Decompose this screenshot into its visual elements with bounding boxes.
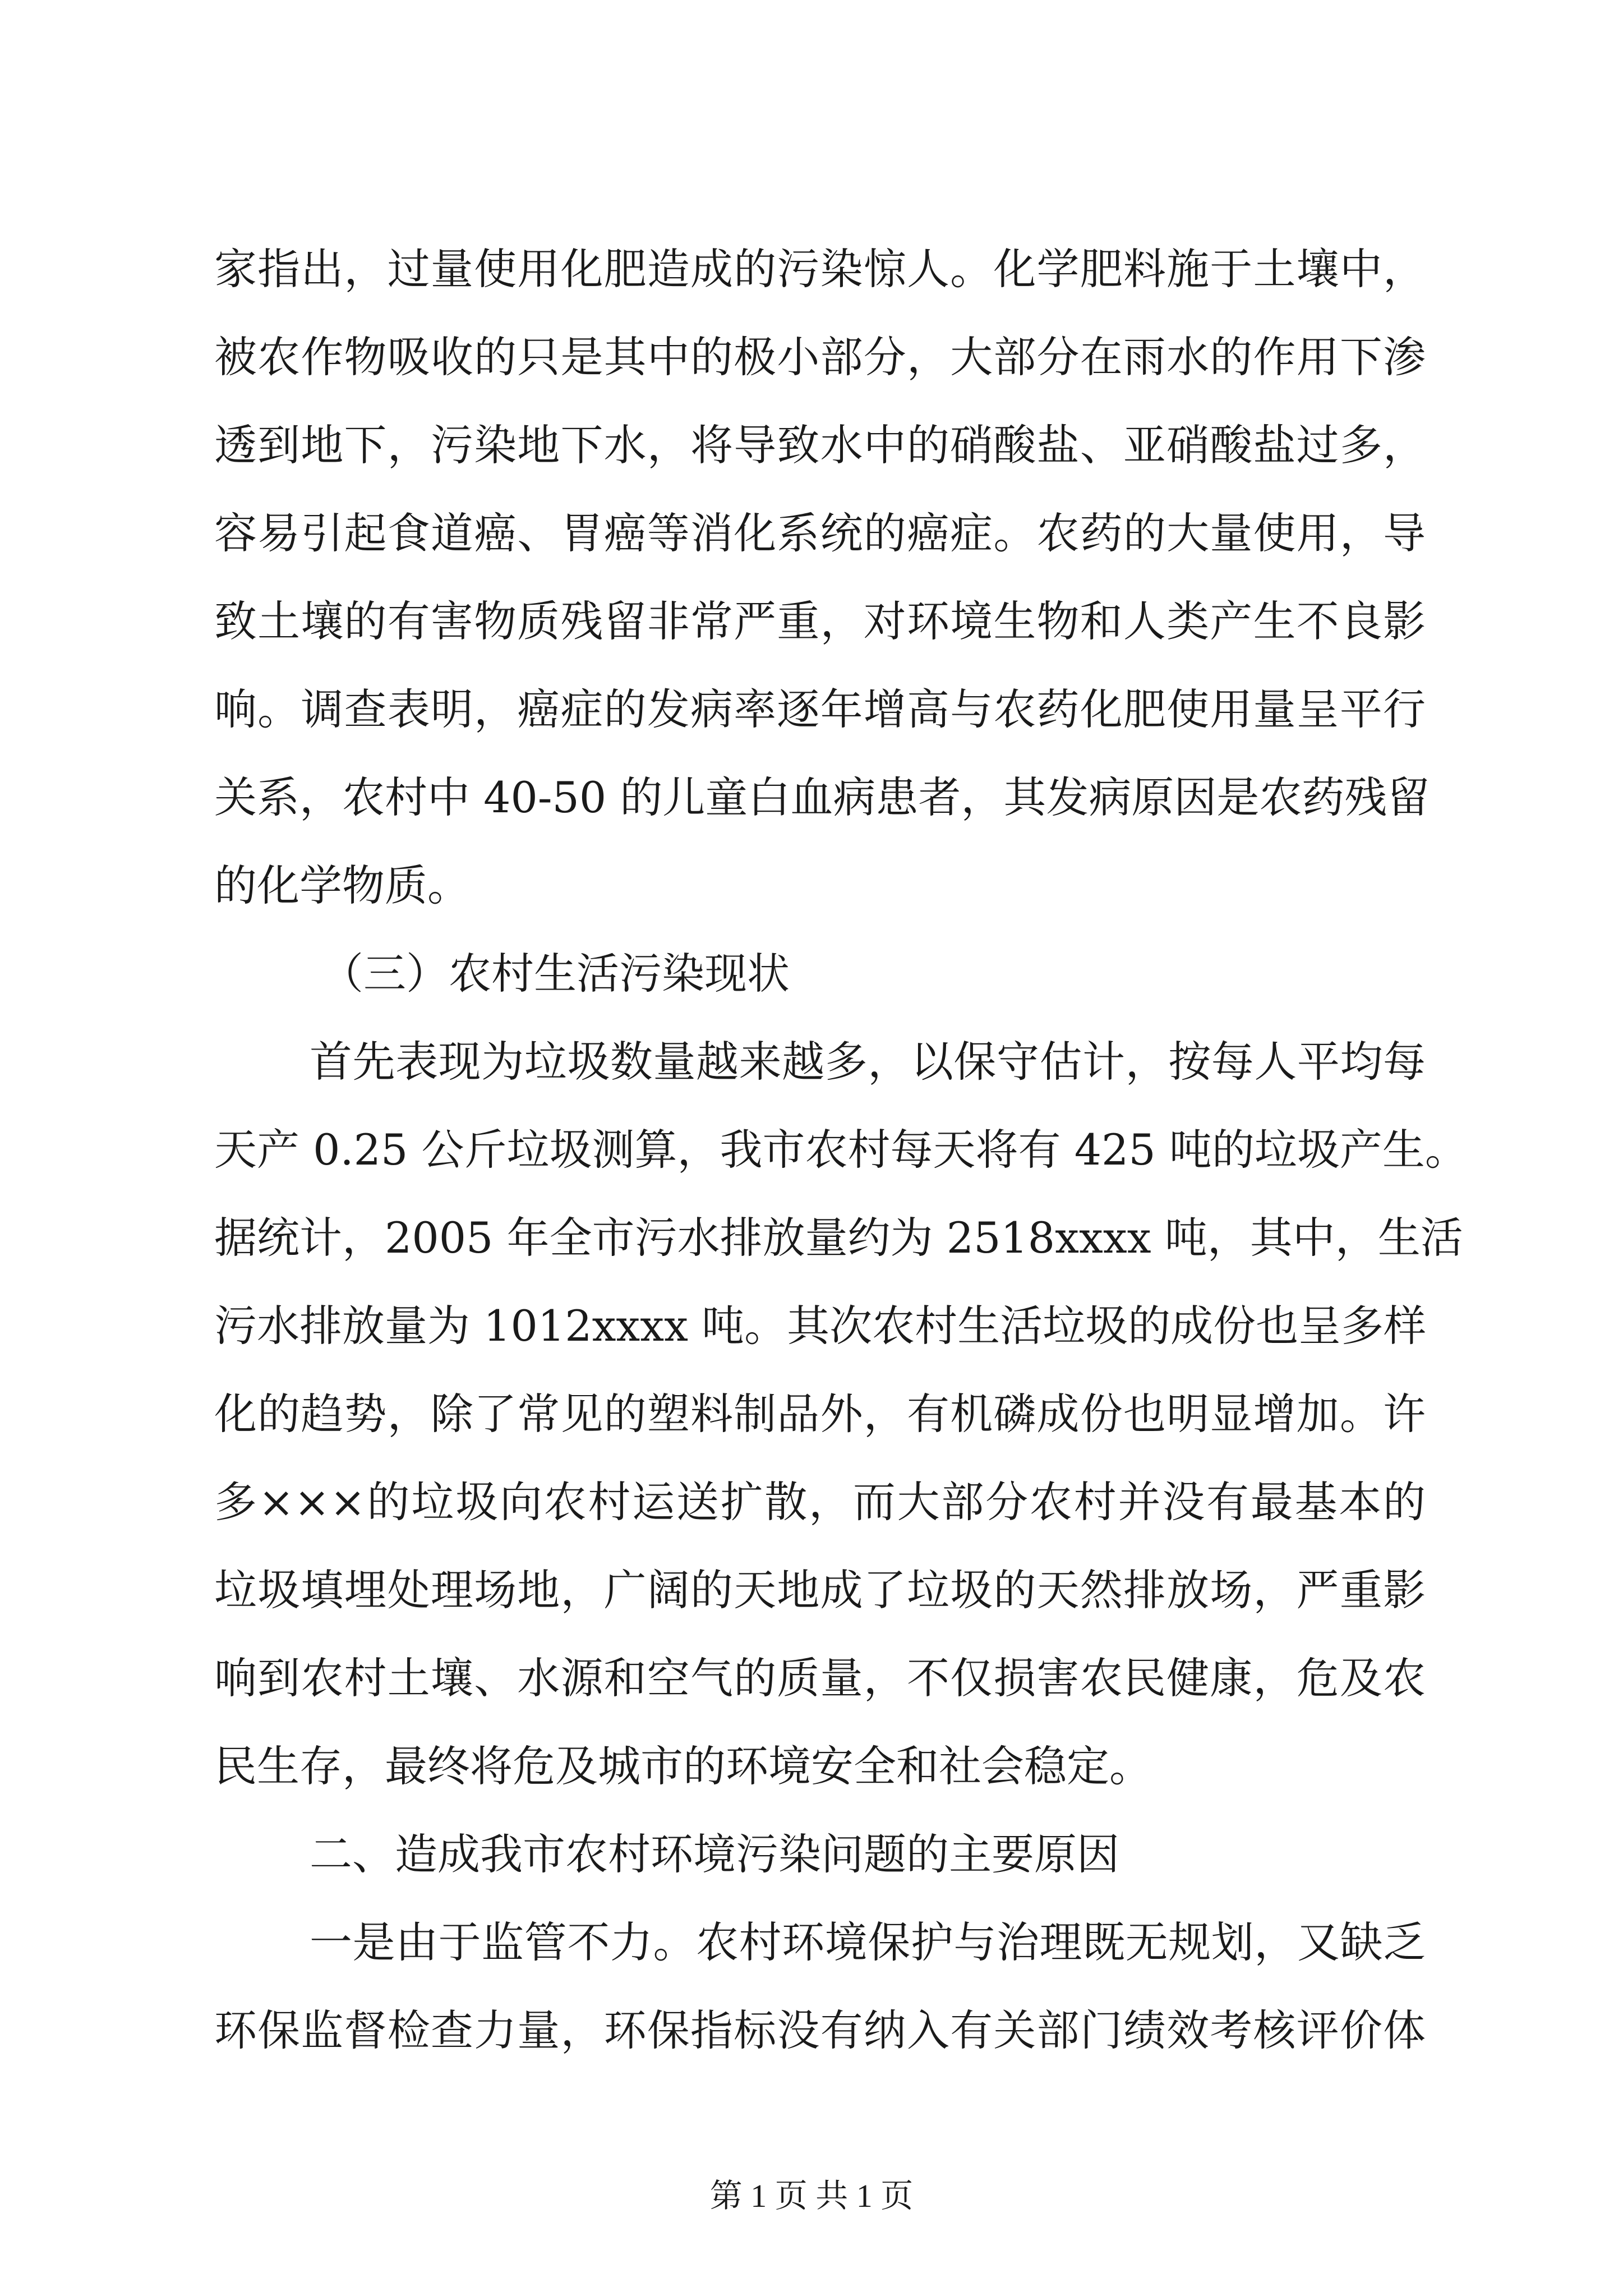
section-heading-main-causes: 二、造成我市农村环境污染问题的主要原因 [310,1829,1119,1879]
paragraph-1-line-1: 家指出，过量使用化肥造成的污染惊人。化学肥料施于土壤中， [214,244,1426,294]
paragraph-1-line-3: 透到地下，污染地下水，将导致水中的硝酸盐、亚硝酸盐过多， [214,420,1426,470]
page-footer: 第 1 页 共 1 页 [709,2178,914,2214]
paragraph-2-line-1: 首先表现为垃圾数量越来越多，以保守估计，按每人平均每 [310,1037,1426,1087]
paragraph-1-line-4: 容易引起食道癌、胃癌等消化系统的癌症。农药的大量使用，导 [214,508,1426,558]
paragraph-1-line-2: 被农作物吸收的只是其中的极小部分，大部分在雨水的作用下渗 [214,332,1426,382]
section-heading-rural-living-pollution: （三）农村生活污染现状 [321,949,790,999]
paragraph-1-line-7: 关系，农村中 40-50 的儿童白血病患者，其发病原因是农药残留 [214,772,1430,822]
paragraph-2-line-2: 天产 0.25 公斤垃圾测算，我市农村每天将有 425 吨的垃圾产生。 [214,1125,1468,1175]
paragraph-2-line-6: 多×××的垃圾向农村运送扩散，而大部分农村并没有最基本的 [214,1477,1426,1527]
paragraph-2-line-7: 垃圾填埋处理场地，广阔的天地成了垃圾的天然排放场，严重影 [214,1565,1426,1615]
paragraph-2-line-4: 污水排放量为 1012xxxx 吨。其次农村生活垃圾的成份也呈多样 [214,1301,1427,1351]
paragraph-1-line-6: 响。调查表明，癌症的发病率逐年增高与农药化肥使用量呈平行 [214,684,1426,734]
paragraph-2-line-9: 民生存，最终将危及城市的环境安全和社会稳定。 [214,1741,1152,1791]
paragraph-2-line-8: 响到农村土壤、水源和空气的质量，不仅损害农民健康，危及农 [214,1653,1426,1703]
paragraph-3-line-2: 环保监督检查力量，环保指标没有纳入有关部门绩效考核评价体 [214,2005,1426,2055]
paragraph-2-line-5: 化的趋势，除了常见的塑料制品外，有机磷成份也明显增加。许 [214,1389,1426,1439]
paragraph-1-line-5: 致土壤的有害物质残留非常严重，对环境生物和人类产生不良影 [214,596,1426,646]
paragraph-2-line-3: 据统计，2005 年全市污水排放量约为 2518xxxx 吨，其中，生活 [214,1213,1463,1263]
paragraph-1-line-8: 的化学物质。 [214,861,470,910]
paragraph-3-line-1: 一是由于监管不力。农村环境保护与治理既无规划，又缺乏 [310,1917,1426,1967]
